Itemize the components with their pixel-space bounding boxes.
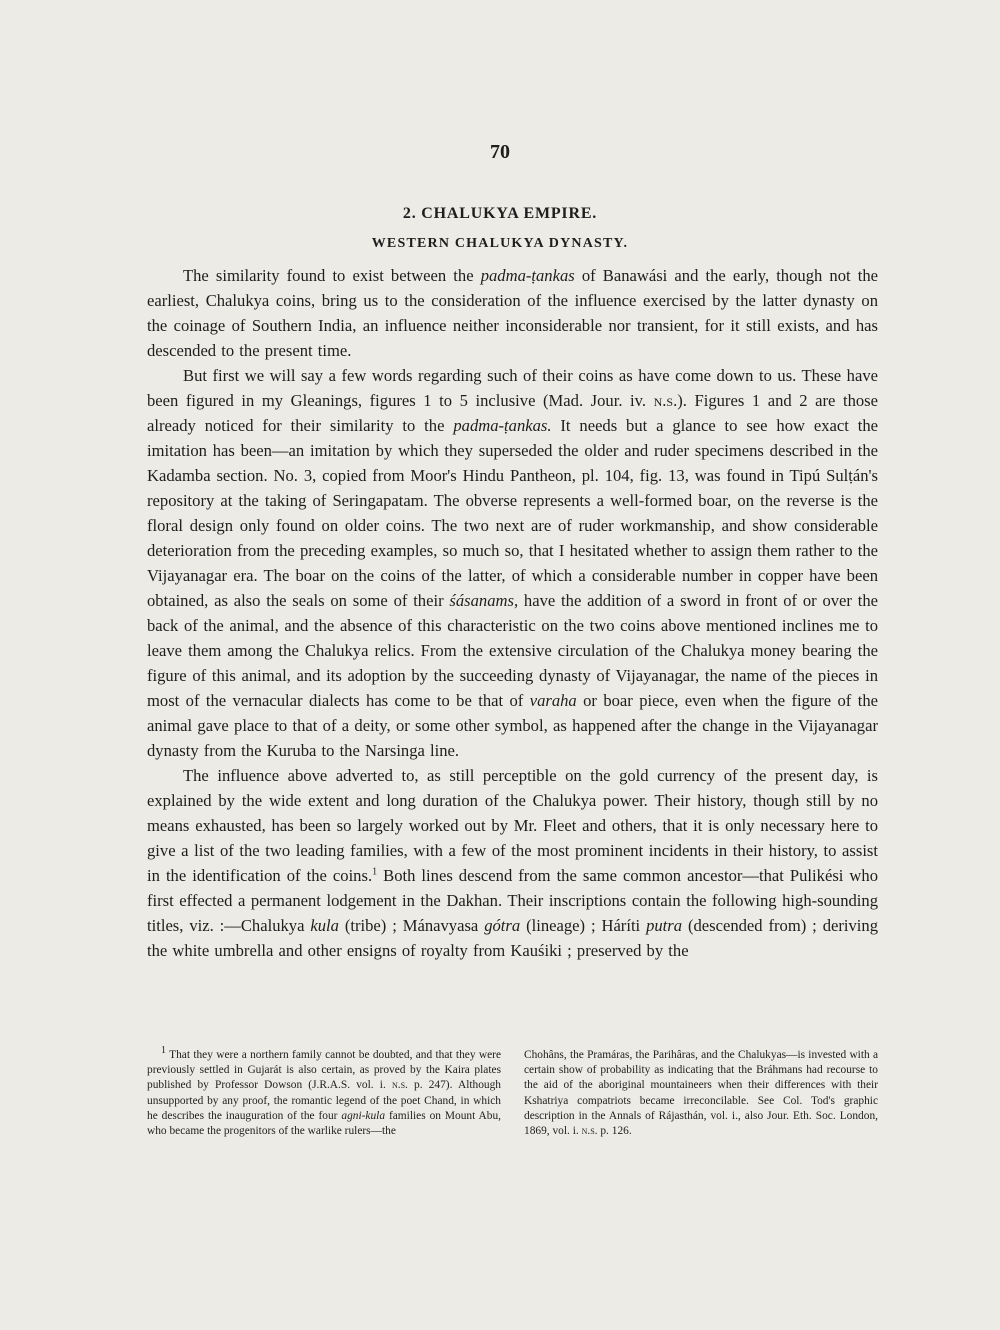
footnote-marker: 1 xyxy=(372,866,378,878)
small-caps-abbrev: n.s. xyxy=(581,1125,598,1138)
footnote-column-left xyxy=(147,1045,502,1139)
paragraph xyxy=(147,363,878,763)
text-run: families on Mount Abu, who became the progenitors of the warlike rulers—the xyxy=(147,1109,501,1138)
italic-term: kula xyxy=(310,916,339,935)
section-title: 2. CHALUKYA EMPIRE. xyxy=(402,205,598,222)
italic-term: putra xyxy=(646,916,683,935)
italic-term: gótra xyxy=(484,916,521,935)
paragraph xyxy=(147,763,878,963)
footnote-marker: 1 xyxy=(161,1045,166,1057)
footnote-column-right xyxy=(524,1048,878,1139)
small-caps-abbrev: n.s. xyxy=(391,1079,408,1092)
text-run: (descended from) ; deriving the white umbrella and other ensigns of royalty from Kauśiki ; preserved by the xyxy=(147,916,878,960)
text-run: (tribe) ; Mánavyasa xyxy=(338,916,485,935)
italic-term: śásanams, xyxy=(449,591,519,610)
page-number: 70 xyxy=(490,141,510,163)
text-run: or boar piece, even when the figure of the animal gave place to that of a deity, or some other symbol, as happened after the change in the Vijayanagar dynasty from the Kuruba to the Narsinga line. xyxy=(147,691,878,760)
text-run: That they were a northern family cannot be doubted, and that they were previously settled in Gujarát is also certain, as proved by the Kaira plates published by Professor Dowson (J.R.A.S. vol. i. xyxy=(147,1049,501,1092)
text-run: of Banawási and the early, though not the earliest, Chalukya coins, bring us to the consideration of the influence exercised by the latter dynasty on the coinage of Southern India, an influence neither inconsiderable nor transient, for it still exists, and has descended to the present time. xyxy=(147,266,878,360)
text-run: p. 126. xyxy=(597,1125,632,1138)
italic-term: padma-ṭankas. xyxy=(453,416,552,435)
italic-term: agni-kula xyxy=(341,1109,386,1122)
italic-term: varaha xyxy=(529,691,577,710)
small-caps-abbrev: n.s. xyxy=(653,391,678,410)
text-run: Chohâns, the Pramáras, the Parihâras, and the Chalukyas—is invested with a certain show of probability as indicating that the Bráhmans had recourse to the aid of the aboriginal mountaineers when their differences with their Kshatriya compatriots became irreconcilable. See Col. Tod's graphic description in the Annals of Rájasthán, vol. i., also Jour. Eth. Soc. London, 1869, vol. i. xyxy=(524,1049,878,1138)
text-run: ). Figures 1 and 2 are those already noticed for their similarity to the xyxy=(147,391,878,435)
footnotes xyxy=(147,1045,878,1139)
text-run: have the addition of a sword in front of or over the back of the animal, and the absence of this characteristic on the two coins above mentioned inclines me to leave them among the Chalukya relics. From the extensive circulation of the Chalukya money bearing the figure of this animal, and its adoption by the succeeding dynasty of Vijayanagar, the name of the pieces in most of the vernacular dialects has come to be that of xyxy=(147,591,879,710)
italic-term: padma-ṭankas xyxy=(480,266,575,285)
dynasty-subtitle: WESTERN CHALUKYA DYNASTY. xyxy=(371,236,629,251)
text-run: The similarity found to exist between the xyxy=(183,266,481,285)
text-run: p. 247). Although unsupported by any proof, the romantic legend of the poet Chand, in which he describes the inauguration of the four xyxy=(147,1079,502,1122)
text-run: (lineage) ; Háríti xyxy=(520,916,647,935)
text-run: But first we will say a few words regarding such of their coins as have come down to us. These have been figured in my Gleanings, figures 1 to 5 inclusive (Mad. Jour. iv. xyxy=(147,366,878,410)
body-text xyxy=(147,263,878,963)
text-run: The influence above adverted to, as still perceptible on the gold currency of the present day, is explained by the wide extent and long duration of the Chalukya power. Their history, though still by no means exhausted, has been so largely worked out by Mr. Fleet and others, that it is only necessary here to give a list of the two leading families, with a few of the most prominent incidents in their history, to assist in the identification of the coins. xyxy=(147,766,878,885)
paragraph xyxy=(147,263,878,363)
text-run: Both lines descend from the same common ancestor—that Pulikési who first effected a permanent lodgement in the Dakhan. Their inscriptions contain the following high-sounding titles, viz. :—Chalukya xyxy=(147,866,878,935)
text-run: It needs but a glance to see how exact the imitation has been—an imitation by which they superseded the older and ruder specimens described in the Kadamba section. No. 3, copied from Moor's Hindu Pantheon, pl. 104, fig. 13, was found in Tipú Sulṭán's repository at the taking of Seringapatam. The obverse represents a well-formed boar, on the reverse is the floral design only found on older coins. The two next are of ruder workmanship, and show considerable deterioration from the preceding examples, so much so, that I hesitated whether to assign them rather to the Vijayanagar era. The boar on the coins of the latter, of which a considerable number in copper have been obtained, as also the seals on some of their xyxy=(147,416,879,610)
